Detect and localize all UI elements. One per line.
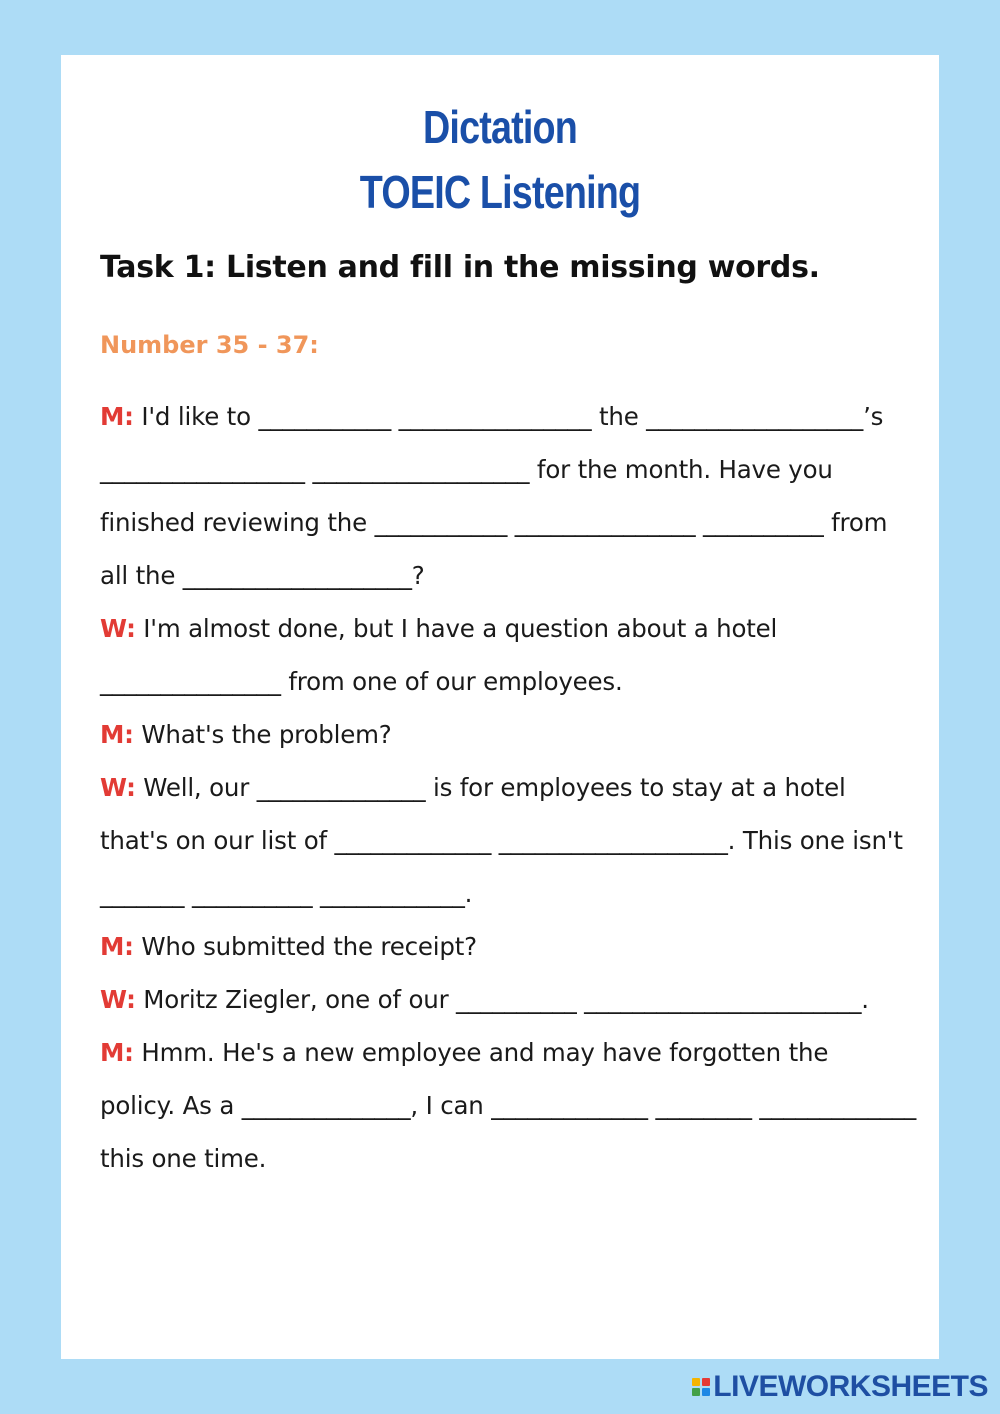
dialogue-line bbox=[100, 1132, 920, 1185]
line-text: all the ___________________? bbox=[100, 561, 425, 590]
line-text: finished reviewing the ___________ _______________ __________ from bbox=[100, 508, 888, 537]
line-text: Moritz Ziegler, one of our __________ _______________________. bbox=[135, 985, 869, 1014]
speaker-label: W: bbox=[100, 985, 136, 1014]
dialogue bbox=[100, 390, 920, 1185]
dialogue-line bbox=[100, 655, 920, 708]
logo-square bbox=[702, 1388, 710, 1396]
line-text: that's on our list of _____________ ___________________. This one isn't bbox=[100, 826, 903, 855]
speaker-label: W: bbox=[100, 773, 136, 802]
dialogue-line bbox=[100, 814, 920, 867]
logo-square bbox=[692, 1378, 700, 1386]
dialogue-line bbox=[100, 708, 920, 761]
page-title: Dictation bbox=[423, 101, 577, 153]
logo-square bbox=[702, 1378, 710, 1386]
speaker-label: M: bbox=[100, 1038, 134, 1067]
line-text: this one time. bbox=[100, 1144, 267, 1173]
line-text: Hmm. He's a new employee and may have forgotten the bbox=[133, 1038, 829, 1067]
question-number-label: Number 35 - 37: bbox=[100, 331, 319, 359]
speaker-label: W: bbox=[100, 614, 136, 643]
dialogue-line bbox=[100, 1079, 920, 1132]
line-text: I'm almost done, but I have a question about a hotel bbox=[135, 614, 778, 643]
dialogue-line bbox=[100, 496, 920, 549]
liveworksheets-logo-icon bbox=[692, 1378, 710, 1396]
line-text: Well, our ______________ is for employees to stay at a hotel bbox=[135, 773, 846, 802]
line-text: What's the problem? bbox=[133, 720, 392, 749]
logo-square bbox=[692, 1388, 700, 1396]
line-text: I'd like to ___________ ________________ the __________________’s bbox=[133, 402, 884, 431]
dialogue-line bbox=[100, 973, 920, 1026]
dialogue-line bbox=[100, 549, 920, 602]
dialogue-line bbox=[100, 443, 920, 496]
speaker-label: M: bbox=[100, 720, 134, 749]
brand-name: LIVEWORKSHEETS bbox=[713, 1370, 988, 1403]
liveworksheets-brand[interactable] bbox=[692, 1370, 988, 1404]
page-subtitle: TOEIC Listening bbox=[359, 166, 641, 218]
line-text: policy. As a ______________, I can _____________ ________ _____________ bbox=[100, 1091, 917, 1120]
task-instruction: Task 1: Listen and fill in the missing words. bbox=[100, 250, 820, 285]
line-text: _______ __________ ____________. bbox=[100, 879, 473, 908]
worksheet-page bbox=[61, 55, 939, 1359]
dialogue-line bbox=[100, 602, 920, 655]
dialogue-line bbox=[100, 390, 920, 443]
line-text: Who submitted the receipt? bbox=[133, 932, 477, 961]
speaker-label: M: bbox=[100, 402, 134, 431]
dialogue-line bbox=[100, 761, 920, 814]
dialogue-line bbox=[100, 867, 920, 920]
line-text: _________________ __________________ for the month. Have you bbox=[100, 455, 833, 484]
speaker-label: M: bbox=[100, 932, 134, 961]
dialogue-line bbox=[100, 1026, 920, 1079]
line-text: _______________ from one of our employees. bbox=[100, 667, 623, 696]
dialogue-line bbox=[100, 920, 920, 973]
